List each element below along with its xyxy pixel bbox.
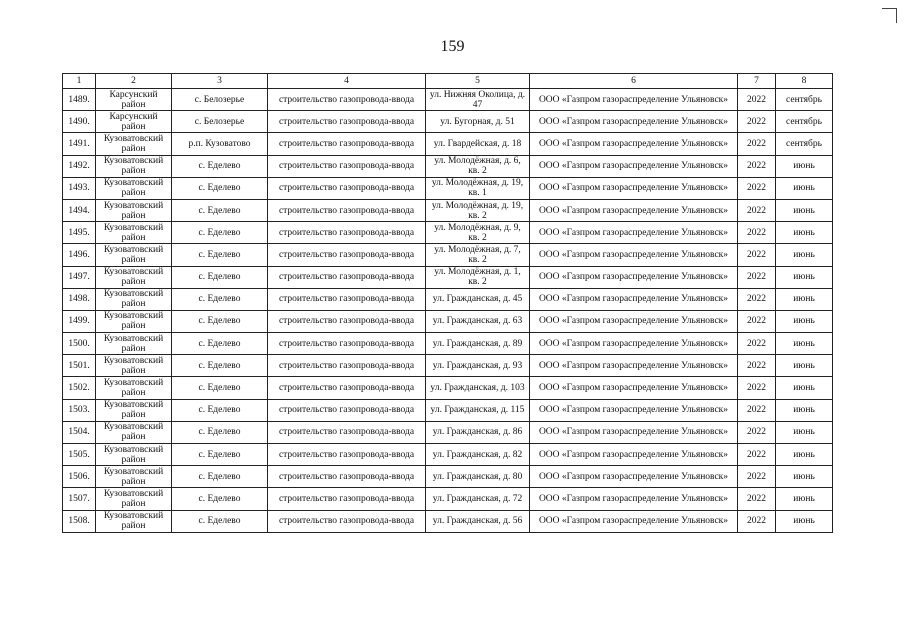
organization-cell: ООО «Газпром газораспределение Ульяновск» [530,488,738,510]
work-type-cell: строительство газопровода-ввода [268,444,426,466]
month-cell: июнь [776,199,833,221]
month-cell: июнь [776,466,833,488]
year-cell: 2022 [738,399,776,421]
month-cell: июнь [776,222,833,244]
work-type-cell: строительство газопровода-ввода [268,466,426,488]
page-number: 159 [440,38,465,55]
settlement-cell: с. Еделево [172,310,268,332]
settlement-cell: с. Еделево [172,444,268,466]
organization-cell: ООО «Газпром газораспределение Ульяновск» [530,510,738,532]
settlement-cell: с. Еделево [172,244,268,266]
work-type-cell: строительство газопровода-ввода [268,355,426,377]
district-cell: Кузоватовский район [96,266,172,288]
row-number-cell: 1492. [63,155,96,177]
work-type-cell: строительство газопровода-ввода [268,333,426,355]
address-cell: ул. Нижняя Околица, д. 47 [426,89,530,111]
row-number-cell: 1502. [63,377,96,399]
row-number-cell: 1494. [63,199,96,221]
settlement-cell: с. Еделево [172,333,268,355]
row-number-cell: 1498. [63,288,96,310]
table-row [63,444,833,466]
table-row [63,310,833,332]
work-type-cell: строительство газопровода-ввода [268,399,426,421]
address-cell: ул. Гражданская, д. 56 [426,510,530,532]
address-cell: ул. Гражданская, д. 82 [426,444,530,466]
district-cell: Карсунский район [96,89,172,111]
corner-crop-mark [882,8,897,23]
district-cell: Кузоватовский район [96,310,172,332]
work-type-cell: строительство газопровода-ввода [268,488,426,510]
row-number-cell: 1507. [63,488,96,510]
table-row [63,421,833,443]
table-row [63,333,833,355]
row-number-cell: 1504. [63,421,96,443]
row-number-cell: 1499. [63,310,96,332]
settlement-cell: с. Еделево [172,288,268,310]
year-cell: 2022 [738,177,776,199]
month-cell: июнь [776,155,833,177]
year-cell: 2022 [738,466,776,488]
organization-cell: ООО «Газпром газораспределение Ульяновск» [530,199,738,221]
year-cell: 2022 [738,421,776,443]
year-cell: 2022 [738,488,776,510]
month-cell: июнь [776,266,833,288]
organization-cell: ООО «Газпром газораспределение Ульяновск» [530,244,738,266]
table-row [63,222,833,244]
year-cell: 2022 [738,333,776,355]
work-type-cell: строительство газопровода-ввода [268,244,426,266]
month-cell: сентябрь [776,89,833,111]
month-cell: июнь [776,399,833,421]
organization-cell: ООО «Газпром газораспределение Ульяновск» [530,377,738,399]
district-cell: Кузоватовский район [96,222,172,244]
settlement-cell: с. Еделево [172,466,268,488]
row-number-cell: 1496. [63,244,96,266]
year-cell: 2022 [738,444,776,466]
row-number-cell: 1490. [63,111,96,133]
column-header-8: 8 [776,74,833,89]
work-type-cell: строительство газопровода-ввода [268,111,426,133]
row-number-cell: 1508. [63,510,96,532]
month-cell: июнь [776,244,833,266]
district-cell: Кузоватовский район [96,466,172,488]
organization-cell: ООО «Газпром газораспределение Ульяновск» [530,266,738,288]
month-cell: июнь [776,310,833,332]
work-type-cell: строительство газопровода-ввода [268,222,426,244]
address-cell: ул. Гражданская, д. 80 [426,466,530,488]
month-cell: июнь [776,355,833,377]
address-cell: ул. Гражданская, д. 63 [426,310,530,332]
table-row [63,199,833,221]
address-cell: ул. Гражданская, д. 115 [426,399,530,421]
district-cell: Кузоватовский район [96,510,172,532]
organization-cell: ООО «Газпром газораспределение Ульяновск» [530,310,738,332]
address-cell: ул. Бугорная, д. 51 [426,111,530,133]
address-cell: ул. Гражданская, д. 103 [426,377,530,399]
address-cell: ул. Гражданская, д. 86 [426,421,530,443]
organization-cell: ООО «Газпром газораспределение Ульяновск» [530,421,738,443]
month-cell: июнь [776,377,833,399]
table-row [63,266,833,288]
table-row [63,377,833,399]
year-cell: 2022 [738,133,776,155]
row-number-cell: 1506. [63,466,96,488]
address-cell: ул. Гражданская, д. 72 [426,488,530,510]
organization-cell: ООО «Газпром газораспределение Ульяновск» [530,355,738,377]
organization-cell: ООО «Газпром газораспределение Ульяновск» [530,333,738,355]
address-cell: ул. Молодёжная, д. 7, кв. 2 [426,244,530,266]
settlement-cell: р.п. Кузоватово [172,133,268,155]
table-header-row [63,74,833,89]
table-row [63,288,833,310]
district-cell: Кузоватовский район [96,377,172,399]
district-cell: Кузоватовский район [96,444,172,466]
settlement-cell: с. Еделево [172,355,268,377]
district-cell: Кузоватовский район [96,155,172,177]
settlement-cell: с. Еделево [172,377,268,399]
column-header-6: 6 [530,74,738,89]
work-type-cell: строительство газопровода-ввода [268,510,426,532]
row-number-cell: 1501. [63,355,96,377]
month-cell: сентябрь [776,133,833,155]
year-cell: 2022 [738,222,776,244]
address-cell: ул. Молодёжная, д. 1, кв. 2 [426,266,530,288]
row-number-cell: 1503. [63,399,96,421]
object-list-table [62,73,833,533]
year-cell: 2022 [738,510,776,532]
settlement-cell: с. Еделево [172,155,268,177]
settlement-cell: с. Еделево [172,421,268,443]
row-number-cell: 1497. [63,266,96,288]
address-cell: ул. Гвардейская, д. 18 [426,133,530,155]
district-cell: Кузоватовский район [96,355,172,377]
address-cell: ул. Молодёжная, д. 19, кв. 2 [426,199,530,221]
table-row [63,399,833,421]
district-cell: Кузоватовский район [96,488,172,510]
settlement-cell: с. Еделево [172,199,268,221]
district-cell: Кузоватовский район [96,177,172,199]
district-cell: Кузоватовский район [96,421,172,443]
organization-cell: ООО «Газпром газораспределение Ульяновск» [530,444,738,466]
row-number-cell: 1495. [63,222,96,244]
settlement-cell: с. Еделево [172,488,268,510]
work-type-cell: строительство газопровода-ввода [268,155,426,177]
settlement-cell: с. Еделево [172,222,268,244]
settlement-cell: с. Белозерье [172,111,268,133]
settlement-cell: с. Еделево [172,399,268,421]
organization-cell: ООО «Газпром газораспределение Ульяновск» [530,222,738,244]
year-cell: 2022 [738,355,776,377]
table-row [63,466,833,488]
table-row [63,177,833,199]
address-cell: ул. Гражданская, д. 89 [426,333,530,355]
month-cell: июнь [776,333,833,355]
column-header-4: 4 [268,74,426,89]
row-number-cell: 1493. [63,177,96,199]
month-cell: июнь [776,288,833,310]
district-cell: Карсунский район [96,111,172,133]
row-number-cell: 1491. [63,133,96,155]
year-cell: 2022 [738,199,776,221]
year-cell: 2022 [738,155,776,177]
year-cell: 2022 [738,288,776,310]
organization-cell: ООО «Газпром газораспределение Ульяновск» [530,111,738,133]
address-cell: ул. Молодёжная, д. 6, кв. 2 [426,155,530,177]
work-type-cell: строительство газопровода-ввода [268,177,426,199]
column-header-1: 1 [63,74,96,89]
district-cell: Кузоватовский район [96,399,172,421]
organization-cell: ООО «Газпром газораспределение Ульяновск» [530,466,738,488]
district-cell: Кузоватовский район [96,333,172,355]
organization-cell: ООО «Газпром газораспределение Ульяновск» [530,399,738,421]
column-header-2: 2 [96,74,172,89]
month-cell: июнь [776,421,833,443]
table-row [63,355,833,377]
month-cell: июнь [776,444,833,466]
table-row [63,510,833,532]
row-number-cell: 1500. [63,333,96,355]
table-row [63,89,833,111]
work-type-cell: строительство газопровода-ввода [268,199,426,221]
column-header-5: 5 [426,74,530,89]
year-cell: 2022 [738,310,776,332]
table-row [63,133,833,155]
month-cell: июнь [776,510,833,532]
column-header-3: 3 [172,74,268,89]
table-row [63,488,833,510]
year-cell: 2022 [738,89,776,111]
work-type-cell: строительство газопровода-ввода [268,133,426,155]
district-cell: Кузоватовский район [96,133,172,155]
row-number-cell: 1489. [63,89,96,111]
year-cell: 2022 [738,377,776,399]
organization-cell: ООО «Газпром газораспределение Ульяновск» [530,155,738,177]
organization-cell: ООО «Газпром газораспределение Ульяновск» [530,89,738,111]
address-cell: ул. Гражданская, д. 45 [426,288,530,310]
month-cell: июнь [776,488,833,510]
district-cell: Кузоватовский район [96,244,172,266]
organization-cell: ООО «Газпром газораспределение Ульяновск» [530,288,738,310]
address-cell: ул. Молодёжная, д. 19, кв. 1 [426,177,530,199]
table-row [63,244,833,266]
year-cell: 2022 [738,266,776,288]
work-type-cell: строительство газопровода-ввода [268,266,426,288]
settlement-cell: с. Еделево [172,266,268,288]
month-cell: сентябрь [776,111,833,133]
settlement-cell: с. Еделево [172,177,268,199]
work-type-cell: строительство газопровода-ввода [268,89,426,111]
column-header-7: 7 [738,74,776,89]
table-row [63,111,833,133]
settlement-cell: с. Еделево [172,510,268,532]
address-cell: ул. Гражданская, д. 93 [426,355,530,377]
work-type-cell: строительство газопровода-ввода [268,288,426,310]
work-type-cell: строительство газопровода-ввода [268,310,426,332]
settlement-cell: с. Белозерье [172,89,268,111]
organization-cell: ООО «Газпром газораспределение Ульяновск» [530,133,738,155]
work-type-cell: строительство газопровода-ввода [268,377,426,399]
month-cell: июнь [776,177,833,199]
organization-cell: ООО «Газпром газораспределение Ульяновск» [530,177,738,199]
district-cell: Кузоватовский район [96,199,172,221]
district-cell: Кузоватовский район [96,288,172,310]
year-cell: 2022 [738,244,776,266]
work-type-cell: строительство газопровода-ввода [268,421,426,443]
year-cell: 2022 [738,111,776,133]
row-number-cell: 1505. [63,444,96,466]
table-row [63,155,833,177]
address-cell: ул. Молодёжная, д. 9, кв. 2 [426,222,530,244]
